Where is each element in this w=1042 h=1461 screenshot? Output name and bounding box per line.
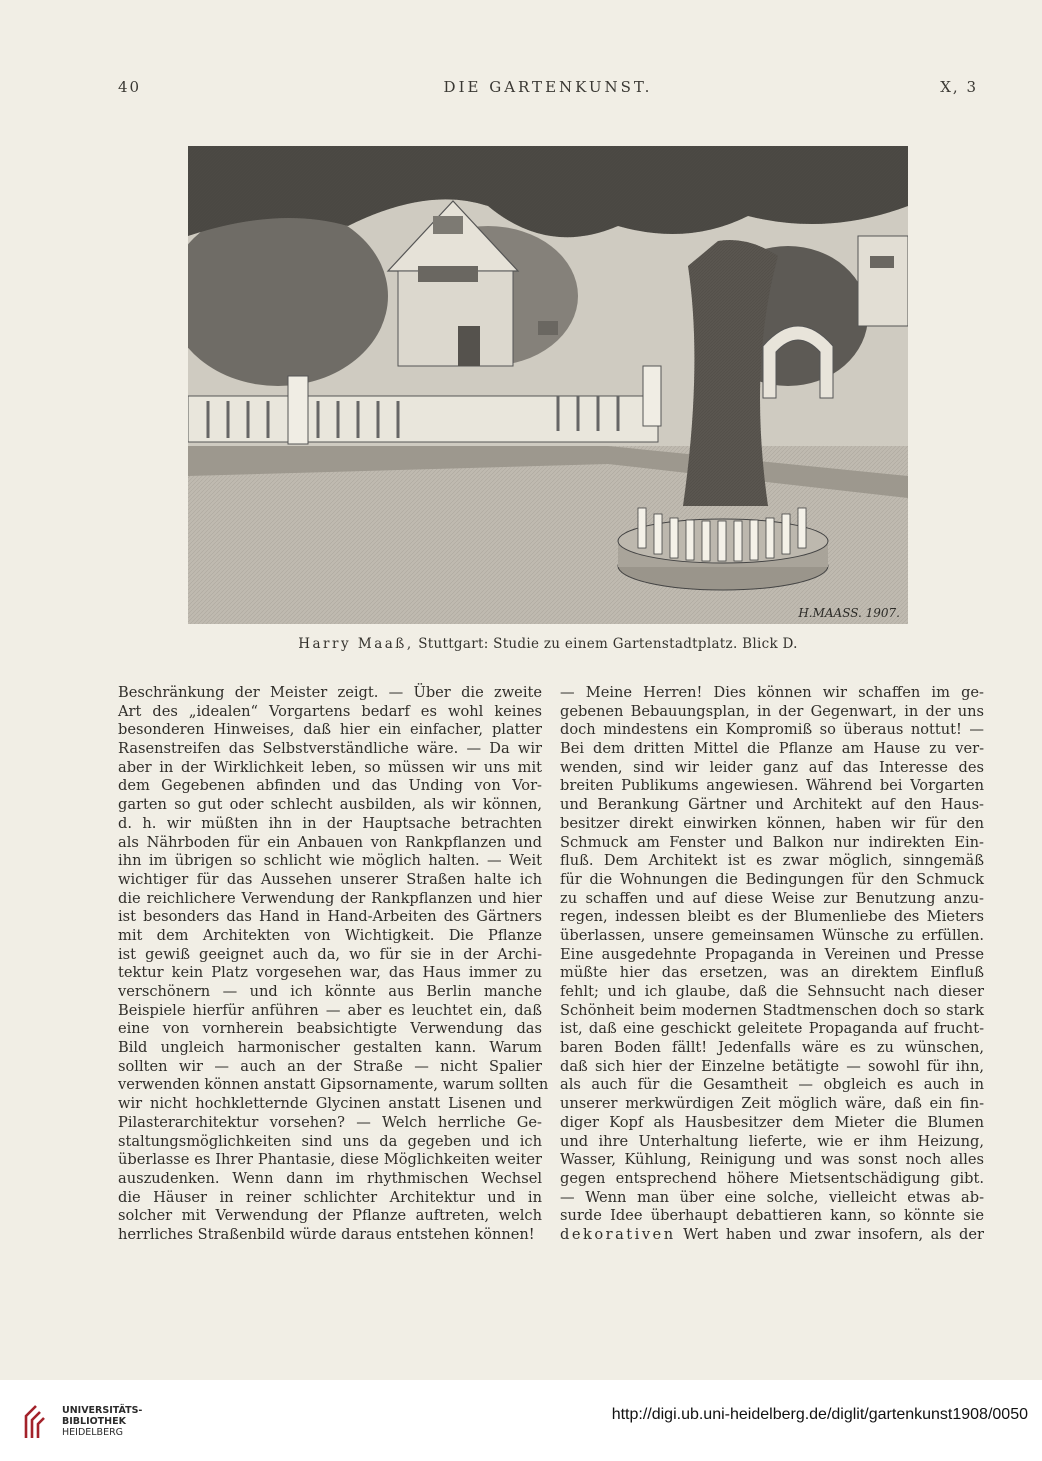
text-line: Schmuck am Fenster und Balkon nur indirekten Ein- — [560, 833, 984, 851]
text-line: mit dem Architekten von Wichtigkeit. Die Pflanze — [118, 926, 542, 944]
page-number: 40 — [118, 78, 142, 96]
text-line: surde Idee überhaupt debattieren kann, so könnte sie — [560, 1207, 984, 1225]
text-line: ihn im übrigen so schlicht wie möglich halten. — Weit — [118, 852, 542, 870]
text-line: die Häuser in reiner schlichter Architektur und in — [118, 1188, 542, 1206]
text-line: Schönheit beim modernen Stadtmenschen doch so stark — [560, 1001, 984, 1019]
text-line: gebenen Bebauungsplan, in der Gegenwart, in der uns — [560, 702, 984, 720]
text-line: staltungsmöglichkeiten sind uns da gegeben und ich — [118, 1132, 542, 1150]
text-line: verwenden können anstatt Gipsornamente, warum sollten — [118, 1076, 549, 1094]
text-line: und Berankung Gärtner und Architekt auf den Haus- — [560, 796, 984, 814]
figure-caption — [118, 636, 978, 652]
running-head — [118, 78, 978, 100]
text-line: — Meine Herren! Dies können wir schaffen im ge- — [560, 684, 984, 701]
text-line: eine von vornherein beabsichtigte Verwendung das — [118, 1020, 542, 1038]
text-line: gegen entsprechend höhere Mietsentschädigung gibt. — [560, 1169, 984, 1187]
volume-issue: X, 3 — [940, 78, 978, 96]
text-line: ist besonders das Hand in Hand-Arbeiten des Gärtners — [118, 908, 542, 926]
text-line: Rasenstreifen das Selbstverständliche wäre. — Da wir — [118, 740, 542, 758]
text-line: überlasse es Ihrer Phantasie, diese Möglichkeiten weiter — [118, 1151, 542, 1169]
text-line: die reichlichere Verwendung der Rankpflanzen und hier — [118, 889, 542, 907]
text-line: wichtiger für das Aussehen unserer Straßen halte ich — [118, 870, 542, 888]
text-line: ist gewiß geeignet auch da, wo für sie in der Archi- — [118, 945, 542, 963]
text-line: daß sich hier der Einzelne betätigte — sowohl für ihn, — [560, 1057, 984, 1075]
text-line: Pilasterarchitektur vorsehen? — Welch herrliche Ge- — [118, 1113, 542, 1131]
text-line: und ihre Unterhaltung lieferte, wie er ihm Heizung, — [560, 1132, 984, 1150]
text-line: dem Gegebenen abfinden und das Unding von Vor- — [118, 777, 542, 795]
illustration-garden-city-square — [188, 146, 908, 624]
text-line: zu schaffen und auf diese Weise zur Benutzung anzu- — [560, 889, 984, 907]
journal-title: DIE GARTENKUNST. — [443, 78, 653, 96]
text-line: auszudenken. Wenn dann im rhythmischen Wechsel — [118, 1169, 542, 1187]
permalink-url[interactable]: http://digi.ub.uni-heidelberg.de/diglit/gartenkunst1908/0050 — [611, 1406, 1028, 1423]
text-line: verschönern — und ich könnte aus Berlin manche — [118, 983, 542, 1000]
digitization-footer — [0, 1380, 1042, 1461]
text-line: d. h. wir müßten ihn in der Hauptsache betrachten — [118, 814, 542, 832]
text-line: baren Boden fällt! Jedenfalls wäre es zu wünschen, — [560, 1039, 984, 1057]
text-line: müßte hier das ersetzen, was an direktem Einfluß — [560, 964, 984, 982]
text-line: Bei dem dritten Mittel die Pflanze am Hause zu ver- — [560, 740, 984, 758]
text-line: Beispiele hierfür anführen — aber es leuchtet ein, daß — [118, 1001, 542, 1019]
text-line: tektur kein Platz vorgesehen war, das Haus immer zu — [118, 964, 542, 982]
library-logo-icon — [22, 1402, 56, 1442]
text-line: Wasser, Kühlung, Reinigung und was sonst noch alles — [560, 1151, 984, 1169]
text-line: herrliches Straßenbild würde daraus entstehen können! — [118, 1225, 535, 1243]
text-line: wir nicht hochkletternde Glycinen anstatt Lisenen und — [118, 1095, 542, 1113]
text-line: doch mindestens ein Kompromiß so überaus nottut! — — [560, 721, 984, 739]
library-name-line: UNIVERSITÄTS- — [62, 1405, 143, 1416]
text-line: Art des „idealen“ Vorgartens bedarf es wohl keines — [118, 702, 542, 720]
text-line: unserer merkwürdigen Zeit möglich wäre, daß ein fin- — [560, 1095, 984, 1113]
text-line: besonderen Hinweises, daß hier ein einfacher, platter — [118, 721, 542, 739]
text-line-last — [560, 1226, 984, 1245]
caption-text: Stuttgart: Studie zu einem Gartenstadtplatz. Blick D. — [413, 636, 798, 652]
emphasized-word: dekorativen — [560, 1225, 676, 1243]
text-line: als auch für die Gesamtheit — obgleich es auch in — [560, 1076, 984, 1094]
text-line: regen, indessen bleibt es der Blumenliebe des Mieters — [560, 908, 984, 926]
library-name-line: BIBLIOTHEK — [62, 1416, 126, 1427]
text-line: — Wenn man über eine solche, vielleicht etwas ab- — [560, 1188, 984, 1206]
illustration-drawing — [188, 146, 908, 624]
text-line-rest: Wert haben und zwar insofern, als der — [675, 1225, 984, 1243]
caption-artist: Harry Maaß, — [298, 636, 414, 652]
text-line: diger Kopf als Hausbesitzer dem Mieter die Blumen — [560, 1113, 984, 1131]
artist-signature: H.MAASS. 1907. — [798, 606, 900, 620]
text-line: wenden, sind wir leider ganz auf das Interesse des — [560, 758, 984, 776]
library-name-line: HEIDELBERG — [62, 1427, 124, 1438]
left-column — [118, 684, 549, 1245]
right-column — [560, 684, 984, 1245]
text-line: solcher mit Verwendung der Pflanze auftreten, welch — [118, 1207, 542, 1225]
text-line: aber in der Wirklichkeit leben, so müssen wir uns mit — [118, 758, 542, 776]
text-line: garten so gut oder schlecht ausbilden, als wir können, — [118, 796, 542, 814]
library-name — [62, 1405, 142, 1438]
text-line: für die Wohnungen die Bedingungen für den Schmuck — [560, 870, 984, 888]
text-line: Eine ausgedehnte Propaganda in Vereinen und Presse — [560, 945, 984, 963]
text-line: sollten wir — auch an der Straße — nicht Spalier — [118, 1057, 542, 1075]
text-line: Beschränkung der Meister zeigt. — Über die zweite — [118, 684, 542, 701]
text-line: fluß. Dem Architekt ist es zwar möglich, sinngemäß — [560, 852, 984, 870]
text-line: breiten Publikums angewiesen. Während bei Vorgarten — [560, 777, 984, 795]
text-line: fehlt; und ich glaube, daß die Sehnsucht nach dieser — [560, 983, 984, 1000]
text-line: besitzer direkt einwirken können, haben wir für den — [560, 814, 984, 832]
text-line: als Nährboden für ein Anbauen von Rankpflanzen und — [118, 833, 542, 851]
text-line: überlassen, unsere gemeinsamen Wünsche zu erfüllen. — [560, 926, 984, 944]
text-line: ist, daß eine geschickt geleitete Propaganda auf frucht- — [560, 1020, 984, 1038]
text-line: Bild ungleich harmonischer gestalten kann. Warum — [118, 1039, 542, 1057]
